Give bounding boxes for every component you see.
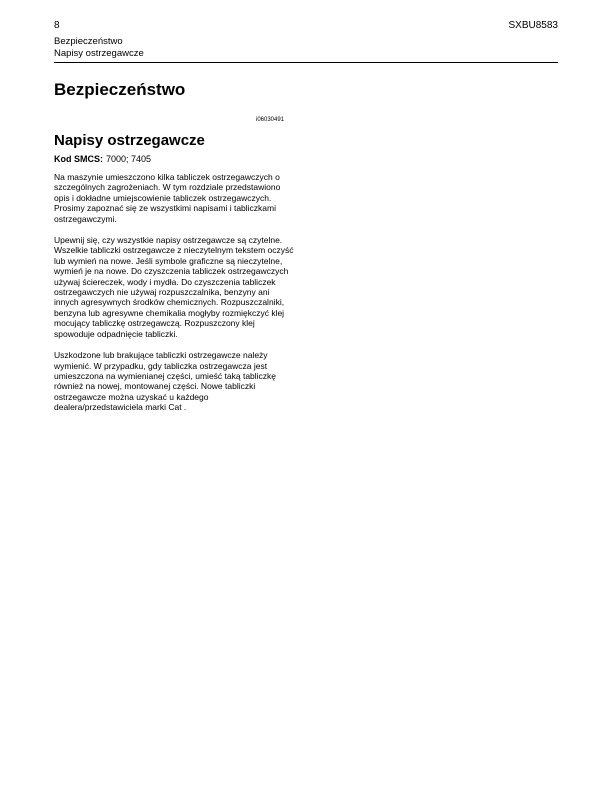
smcs-code xyxy=(54,154,151,164)
running-header-section: Bezpieczeństwo xyxy=(54,36,123,47)
section-title: Bezpieczeństwo xyxy=(54,80,186,99)
body-text xyxy=(54,172,294,424)
smcs-label: Kod SMCS: xyxy=(54,154,103,164)
header-divider xyxy=(54,62,558,63)
paragraph-intro: Na maszynie umieszczono kilka tabliczek ostrzegawczych o szczególnych zagrożeniach. W tym rozdziale przedstawiono opis i dokładne umiejscowienie tabliczek ostrzegawczych. Prosimy zapoznać się ze wszystkimi napisami i tabliczkami ostrzegawczymi. xyxy=(54,172,281,224)
smcs-value: 7000; 7405 xyxy=(106,154,152,164)
page-number: 8 xyxy=(54,20,60,31)
paragraph-cleaning: Upewnij się, czy wszystkie napisy ostrzegawcze są czytelne. Wszelkie tabliczki ostrzegawcze z nieczytelnym tekstem oczyść lub wymień na nowe. Jeśli symbole graficzne są nieczytelne, wymień je na nowe. Do czyszczenia tabliczek ostrzegawczych używaj ściereczek, wody i mydła. Do czyszczenia tabliczek ostrzegawczych nie używaj rozpuszczalnika, benzyny ani innych agresywnych środków chemicznych. Rozpuszczalniki, benzyna lub agresywne chemikalia mogłyby rozmiękczyć klej mocujący tabliczkę ostrzegawczą. Rozpuszczony klej spowoduje odpadnięcie tabliczki. xyxy=(54,235,294,339)
topic-title: Napisy ostrzegawcze xyxy=(54,132,205,149)
document-id: SXBU8583 xyxy=(508,20,558,31)
running-header-topic: Napisy ostrzegawcze xyxy=(54,48,144,59)
paragraph-replacement: Uszkodzone lub brakujące tabliczki ostrzegawcze należy wymienić. W przypadku, gdy tabliczka ostrzegawcza jest umieszczona na wymienianej części, umieść taką tabliczkę również na nowej, montowanej części. Nowe tabliczki ostrzegawcze można uzyskać u każdego dealera/przedstawiciela marki Cat . xyxy=(54,350,277,413)
image-reference-id: i06030491 xyxy=(256,117,285,123)
